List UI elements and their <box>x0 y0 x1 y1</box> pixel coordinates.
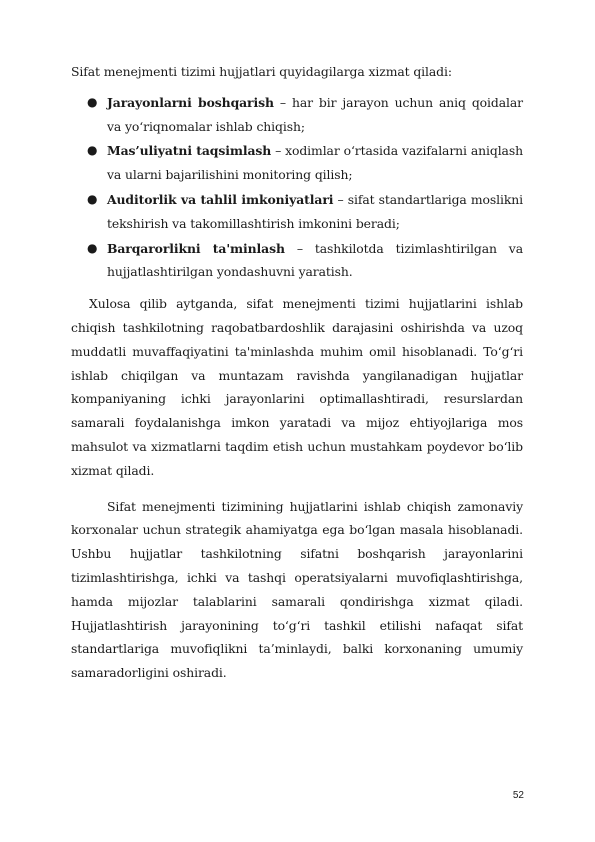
bullet-icon: ● <box>87 94 98 109</box>
list-item <box>71 139 523 187</box>
intro-sentence: Sifat menejmenti tizimi hujjatlari quyidagilarga xizmat qiladi: <box>71 64 452 79</box>
bullet-icon: ● <box>87 143 98 158</box>
conclusion-paragraph: Xulosa qilib aytganda, sifat menejmenti tizimi hujjatlarini ishlab chiqish tashkilotning raqobatbardoshlik darajasini oshirishda va uzoq muddatli muvaffaqiyatini ta'minlashda muhim omil hisoblanadi. To‘g‘ri ishlab chiqilgan va muntazam ravishda yangilanadigan hujjatlar kompaniyaning ichki jarayonlarini optimallashtiradi, resurslardan samarali foydalanishga imkon yaratadi va mijoz ehtiyojlariga mos mahsulot va xizmatlarni taqdim etish uchun mustahkam poydevor bo‘lib xizmat qiladi. <box>71 296 523 478</box>
list-item <box>71 91 523 139</box>
page-number: 52 <box>512 790 524 801</box>
bullet-icon: ● <box>87 240 98 255</box>
body-paragraph: Sifat menejmenti tizimining hujjatlarini ishlab chiqish zamonaviy korxonalar uchun strategik ahamiyatga ega bo‘lgan masala hisoblanadi. Ushbu hujjatlar tashkilotning sifatni boshqarish jarayonlarini tizimlashtirishga, ichki va tashqi operatsiyalarni muvofiqlashtirishga, hamda mijozlar talablarini samarali qondirishga xizmat qiladi. Hujjatlashtirish jarayonining to‘g‘ri tashkil etilishi nafaqat sifat standartlariga muvofiqlikni ta’minlaydi, balki korxonaning umumiy samaradorligini oshiradi. <box>71 498 523 681</box>
bullet-text: – har bir jarayon uchun aniq qoidalar va yo‘riqnomalar ishlab chiqish; <box>107 94 523 134</box>
list-item <box>71 237 523 285</box>
page-content <box>71 60 523 685</box>
bullet-term: Mas’uliyatni taqsimlash <box>107 143 272 159</box>
bullet-text: – tashkilotda tizimlashtirilgan va hujjatlashtirilgan yondashuvni yaratish. <box>107 240 523 280</box>
bullet-term: Barqarorlikni ta'minlash <box>107 240 285 256</box>
bullet-text: – xodimlar o‘rtasida vazifalarni aniqlash va ularni bajarilishini monitoring qilish; <box>107 143 523 183</box>
bullet-text: – sifat standartlariga moslikni tekshirish va takomillashtirish imkonini beradi; <box>107 191 523 231</box>
bullet-term: Jarayonlarni boshqarish <box>107 94 274 110</box>
list-item <box>71 188 523 236</box>
bullet-list <box>71 91 523 284</box>
bullet-term: Auditorlik va tahlil imkoniyatlari <box>107 191 334 207</box>
bullet-icon: ● <box>87 191 98 206</box>
